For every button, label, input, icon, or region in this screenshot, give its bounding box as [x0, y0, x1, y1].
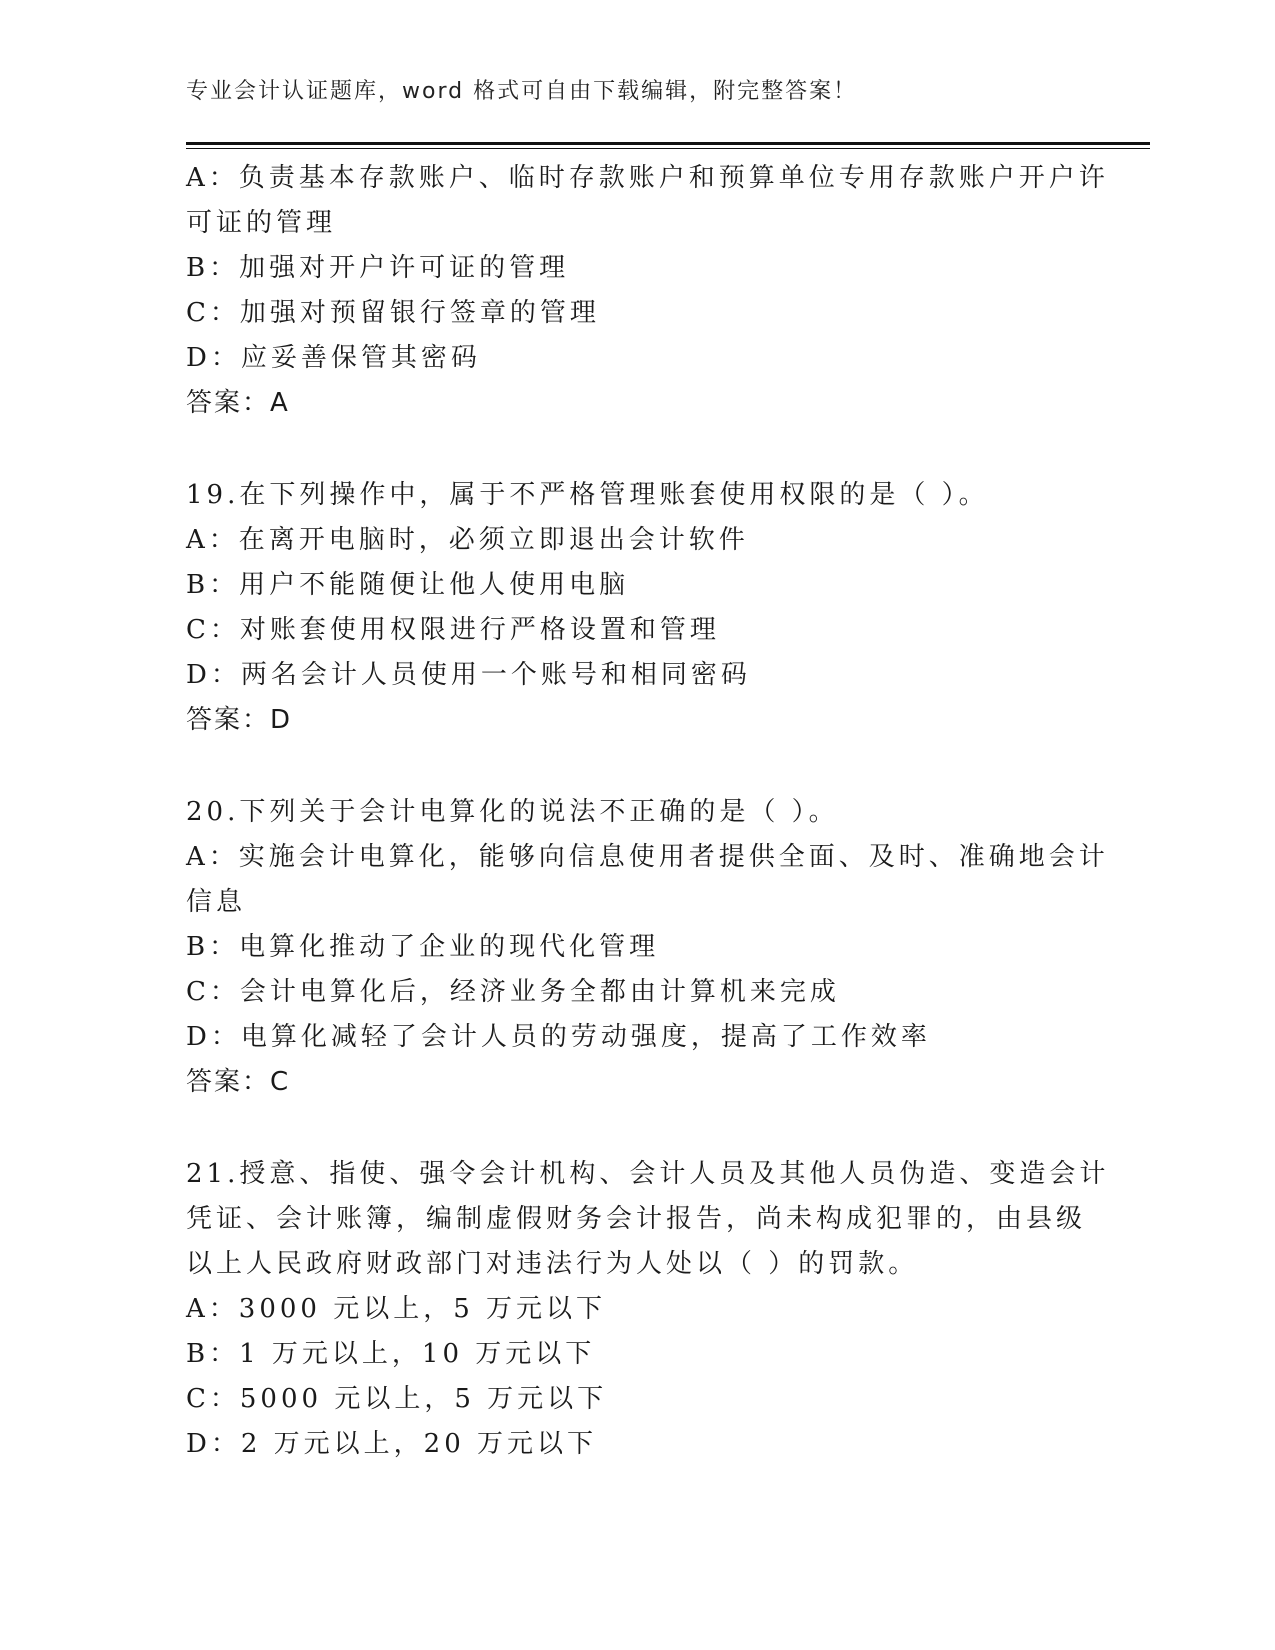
- q20-option-c: C：会计电算化后，经济业务全都由计算机来完成: [186, 977, 840, 1007]
- q20-option-a-line2: 信息: [186, 887, 247, 917]
- q19-option-d: D：两名会计人员使用一个账号和相同密码: [186, 660, 751, 690]
- q20-option-d: D：电算化减轻了会计人员的劳动强度，提高了工作效率: [186, 1022, 931, 1052]
- q21-stem-line2: 凭证、会计账簿，编制虚假财务会计报告，尚未构成犯罪的，由县级: [186, 1204, 1087, 1234]
- q19-option-a: A：在离开电脑时，必须立即退出会计软件: [186, 525, 749, 555]
- q21-option-b: B：1 万元以上，10 万元以下: [186, 1339, 596, 1369]
- q18-option-c: C：加强对预留银行签章的管理: [186, 298, 600, 328]
- question-18: [186, 156, 1109, 426]
- q18-option-a-line1: A：负责基本存款账户、临时存款账户和预算单位专用存款账户开户许: [186, 163, 1109, 193]
- header-rule-thin: [186, 148, 1150, 149]
- q21-stem-line1: 21.授意、指使、强令会计机构、会计人员及其他人员伪造、变造会计: [186, 1159, 1110, 1189]
- q19-option-b: B：用户不能随便让他人使用电脑: [186, 570, 630, 600]
- q18-answer: 答案：A: [186, 388, 290, 418]
- question-20: [186, 790, 1109, 1105]
- q21-option-c: C：5000 元以上，5 万元以下: [186, 1384, 608, 1414]
- q20-stem: 20.下列关于会计电算化的说法不正确的是（ ）。: [186, 797, 839, 827]
- q18-option-a-line2: 可证的管理: [186, 208, 337, 238]
- q18-option-d: D：应妥善保管其密码: [186, 343, 481, 373]
- q19-stem: 19.在下列操作中，属于不严格管理账套使用权限的是（ ）。: [186, 480, 989, 510]
- q21-option-d: D：2 万元以上，20 万元以下: [186, 1429, 598, 1459]
- q20-option-a-line1: A：实施会计电算化，能够向信息使用者提供全面、及时、准确地会计: [186, 842, 1109, 872]
- question-21: [186, 1152, 1110, 1467]
- q20-option-b: B：电算化推动了企业的现代化管理: [186, 932, 660, 962]
- q19-option-c: C：对账套使用权限进行严格设置和管理: [186, 615, 720, 645]
- question-19: [186, 473, 1086, 743]
- spacer: [186, 426, 1086, 473]
- q18-option-b: B：加强对开户许可证的管理: [186, 253, 570, 283]
- q20-answer: 答案：C: [186, 1067, 291, 1097]
- header-rule-thick: [186, 142, 1150, 145]
- spacer: [186, 743, 1086, 790]
- q21-stem-line3: 以上人民政府财政部门对违法行为人处以（ ）的罚款。: [186, 1249, 919, 1279]
- question-content: [186, 156, 1110, 1467]
- q21-option-a: A：3000 元以上，5 万元以下: [186, 1294, 607, 1324]
- q19-answer: 答案：D: [186, 705, 293, 735]
- spacer: [186, 1105, 1086, 1152]
- header-note: 专业会计认证题库，word 格式可自由下载编辑，附完整答案！: [186, 79, 858, 104]
